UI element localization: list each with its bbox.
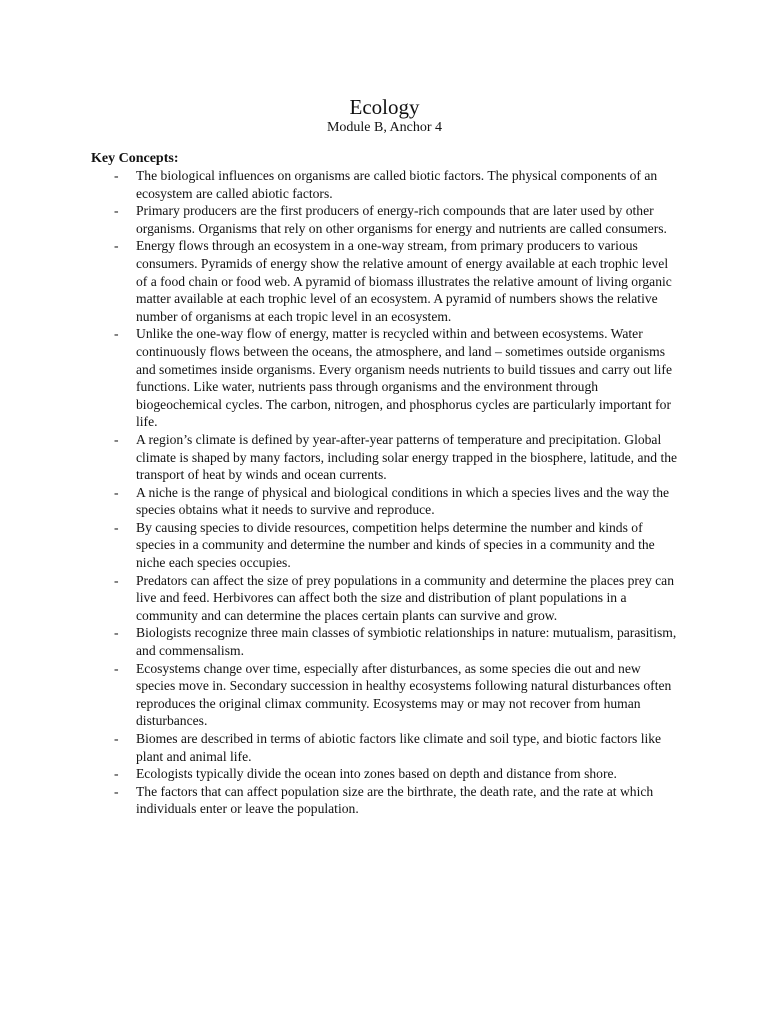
list-item-text: A region’s climate is defined by year-after-year patterns of temperature and precipitation. Global climate is shaped by many factors, including solar energy trapped in the biosphere, latitude, and the transport of heat by winds and ocean currents. [136,431,678,483]
bullet-dash: - [114,238,119,254]
list-item-text: By causing species to divide resources, competition helps determine the number and kinds of species in a community and determine the number and kinds of species in a community and the niche each species occupies. [136,519,655,571]
bullet-dash: - [114,783,119,799]
bullet-dash: - [114,203,119,219]
list-item [91,783,678,818]
section-heading: Key Concepts: [91,151,179,166]
bullet-dash: - [114,484,119,500]
bullet-dash: - [114,431,119,447]
list-item [91,167,678,202]
page-title: Ecology [349,95,420,119]
list-item [91,431,678,484]
list-item-text: A niche is the range of physical and biological conditions in which a species lives and the way the species obtains what it needs to survive and reproduce. [136,484,670,518]
list-item [91,765,678,783]
bullet-dash: - [114,731,119,746]
list-item-text: The factors that can affect population size are the birthrate, the death rate, and the rate at which individuals enter or leave the population. [136,783,654,817]
list-item-text: Predators can affect the size of prey populations in a community and determine the places prey can live and feed. Herbivores can affect both the size and distribution of plant populations in a community and can determine the places certain plants can survive and grow. [136,572,675,623]
list-item [91,730,678,765]
bullet-dash: - [114,168,119,183]
bullet-dash: - [114,572,119,588]
list-item-text: Biologists recognize three main classes of symbiotic relationships in nature: mutualism, parasitism, and commensalism. [136,625,677,659]
list-item [91,660,678,730]
list-item-text: Ecosystems change over time, especially after disturbances, as some species die out and new species move in. Secondary succession in healthy ecosystems following natural disturbances often reproduces the original climax community. Ecosystems may or may not recover from human disturbances. [136,660,672,729]
list-item [91,484,678,519]
list-item [91,325,678,431]
list-item-text: The biological influences on organisms are called biotic factors. The physical components of an ecosystem are called abiotic factors. [136,168,658,201]
list-item-text: Biomes are described in terms of abiotic factors like climate and soil type, and biotic factors like plant and animal life. [136,731,662,764]
bullet-dash: - [114,519,119,535]
list-item-text: Primary producers are the first producers of energy-rich compounds that are later used by other organisms. Organisms that rely on other organisms for energy and nutrients are called consumers. [136,203,667,236]
list-item-text: Unlike the one-way flow of energy, matter is recycled within and between ecosystems. Water continuously flows between the oceans, the atmosphere, and land – sometimes outside organisms and sometimes inside organisms. Every organism needs nutrients to build tissues and carry out life functions. Like water, nutrients pass through organisms and the environment through biogeochemical cycles. The carbon, nitrogen, and phosphorus cycles are particularly important for life. [136,326,672,430]
page-subtitle: Module B, Anchor 4 [326,120,443,135]
bullet-dash: - [114,326,119,342]
list-item [91,624,678,659]
key-concepts-list [91,167,678,818]
list-item-text: Ecologists typically divide the ocean into zones based on depth and distance from shore. [136,766,617,782]
list-item [91,202,678,237]
list-item [91,519,678,572]
bullet-dash: - [114,660,119,676]
list-item [91,237,678,325]
list-item-text: Energy flows through an ecosystem in a one-way stream, from primary producers to various consumers. Pyramids of energy show the relative amount of energy available at each trophic level of a food chain or food web. A pyramid of biomass illustrates the relative amount of living organic matter available at each trophic level of an ecosystem. A pyramid of numbers shows the relative number of organisms at each tropic level in an ecosystem. [136,238,672,324]
list-item [91,572,678,625]
bullet-dash: - [114,625,119,641]
bullet-dash: - [114,766,119,782]
